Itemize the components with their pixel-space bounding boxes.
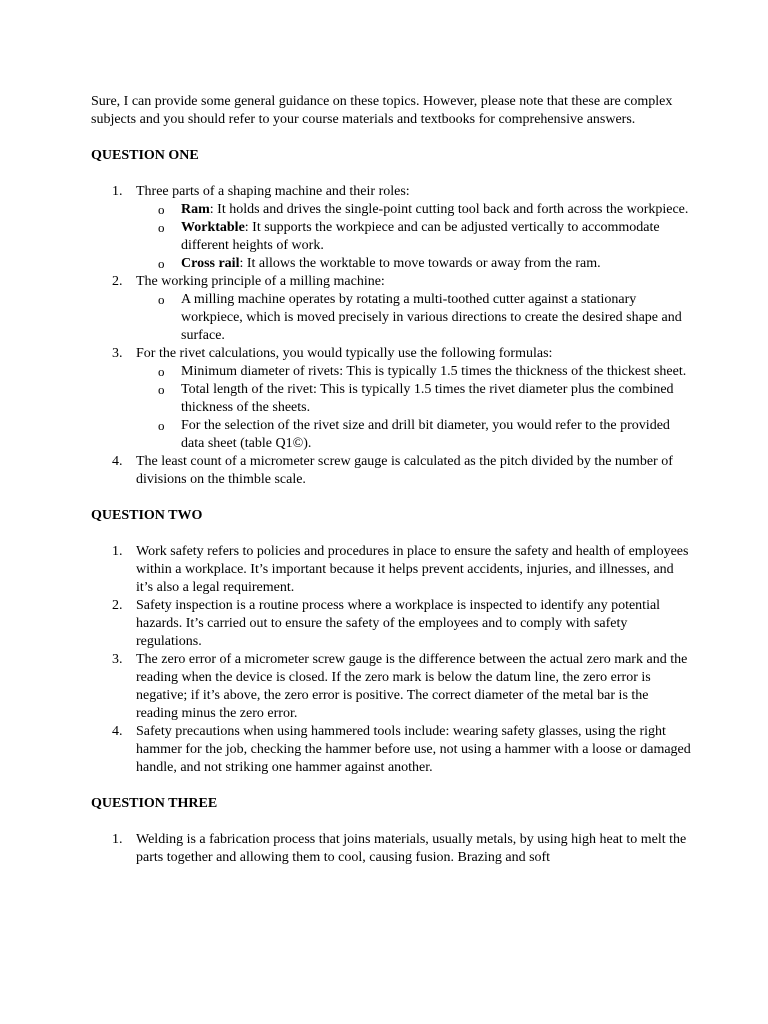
- sub-list: [136, 201, 691, 273]
- list-item: [91, 543, 691, 597]
- list-item: [91, 453, 691, 489]
- list-number: 1.: [112, 832, 123, 847]
- sub-list-item-text: Total length of the rivet: This is typically 1.5 times the rivet diameter plus the combined thickness of the sheets.: [181, 382, 674, 415]
- circle-bullet-icon: o: [158, 202, 165, 217]
- list-number: 4.: [112, 724, 123, 739]
- list-item-text: For the rivet calculations, you would typically use the following formulas:: [136, 346, 553, 361]
- list-item-text: Safety precautions when using hammered tools include: wearing safety glasses, using the right hammer for the job, checking the hammer before use, not using a hammer with a loose or damaged handle, and not striking one hammer against another.: [136, 724, 691, 775]
- question-three-list: [91, 831, 691, 867]
- question-two-list: [91, 543, 691, 777]
- list-number: 2.: [112, 274, 123, 289]
- list-item: [91, 345, 691, 453]
- sub-list-item: [136, 417, 691, 453]
- list-item-text: The least count of a micrometer screw gauge is calculated as the pitch divided by the number of divisions on the thimble scale.: [136, 454, 673, 487]
- circle-bullet-icon: o: [158, 382, 165, 397]
- question-one-list: [91, 183, 691, 489]
- list-item: [91, 273, 691, 345]
- sub-list-item-text: For the selection of the rivet size and drill bit diameter, you would refer to the provided data sheet (table Q1©).: [181, 418, 670, 451]
- document-page: [91, 93, 691, 885]
- sub-list-item: [136, 255, 691, 273]
- list-number: 3.: [112, 346, 123, 361]
- list-item: [91, 183, 691, 273]
- list-number: 1.: [112, 184, 123, 199]
- list-item: [91, 723, 691, 777]
- sub-list-item: [136, 363, 691, 381]
- sub-list-item-text: A milling machine operates by rotating a multi-toothed cutter against a stationary workpiece, which is moved precisely in various directions to create the desired shape and surface.: [181, 292, 682, 343]
- list-item: [91, 651, 691, 723]
- term-description: : It holds and drives the single-point cutting tool back and forth across the workpiece.: [209, 202, 689, 217]
- list-number: 2.: [112, 598, 123, 613]
- circle-bullet-icon: o: [158, 292, 165, 307]
- sub-list: [136, 363, 691, 453]
- term-label: Worktable: [181, 220, 245, 235]
- term-description: : It supports the workpiece and can be adjusted vertically to accommodate different heights of work.: [181, 220, 660, 253]
- sub-list-item: [136, 219, 691, 255]
- list-item-text: Welding is a fabrication process that joins materials, usually metals, by using high heat to melt the parts together and allowing them to cool, causing fusion. Brazing and soft: [136, 832, 687, 865]
- list-item-text: The zero error of a micrometer screw gauge is the difference between the actual zero mark and the reading when the device is closed. If the zero mark is below the datum line, the zero error is negative; if it’s above, the zero error is positive. The correct diameter of the metal bar is the reading minus the zero error.: [136, 652, 688, 721]
- list-item: [91, 597, 691, 651]
- sub-list: [136, 291, 691, 345]
- question-two-heading: QUESTION TWO: [91, 508, 203, 523]
- list-item-text: The working principle of a milling machine:: [136, 274, 385, 289]
- circle-bullet-icon: o: [158, 256, 165, 271]
- sub-list-item: [136, 201, 691, 219]
- list-number: 1.: [112, 544, 123, 559]
- intro-paragraph: Sure, I can provide some general guidance on these topics. However, please note that these are complex subjects and you should refer to your course materials and textbooks for comprehensive answers.: [91, 94, 673, 127]
- term-description: : It allows the worktable to move towards or away from the ram.: [239, 256, 601, 271]
- list-item-text: Safety inspection is a routine process where a workplace is inspected to identify any potential hazards. It’s carried out to ensure the safety of the employees and to comply with safety regulations.: [136, 598, 661, 649]
- circle-bullet-icon: o: [158, 364, 165, 379]
- circle-bullet-icon: o: [158, 220, 165, 235]
- sub-list-item: [136, 381, 691, 417]
- term-label: Cross rail: [181, 256, 240, 271]
- sub-list-item: [136, 291, 691, 345]
- circle-bullet-icon: o: [158, 418, 165, 433]
- sub-list-item-text: Minimum diameter of rivets: This is typically 1.5 times the thickness of the thickest sheet.: [181, 364, 687, 379]
- term-label: Ram: [181, 202, 210, 217]
- list-item-text: Work safety refers to policies and procedures in place to ensure the safety and health of employees within a workplace. It’s important because it helps prevent accidents, injuries, and illnesses, and it’s also a legal requirement.: [136, 544, 689, 595]
- list-item: [91, 831, 691, 867]
- question-one-heading: QUESTION ONE: [91, 148, 199, 163]
- list-item-text: Three parts of a shaping machine and their roles:: [136, 184, 410, 199]
- question-three-heading: QUESTION THREE: [91, 796, 218, 811]
- list-number: 3.: [112, 652, 123, 667]
- list-number: 4.: [112, 454, 123, 469]
